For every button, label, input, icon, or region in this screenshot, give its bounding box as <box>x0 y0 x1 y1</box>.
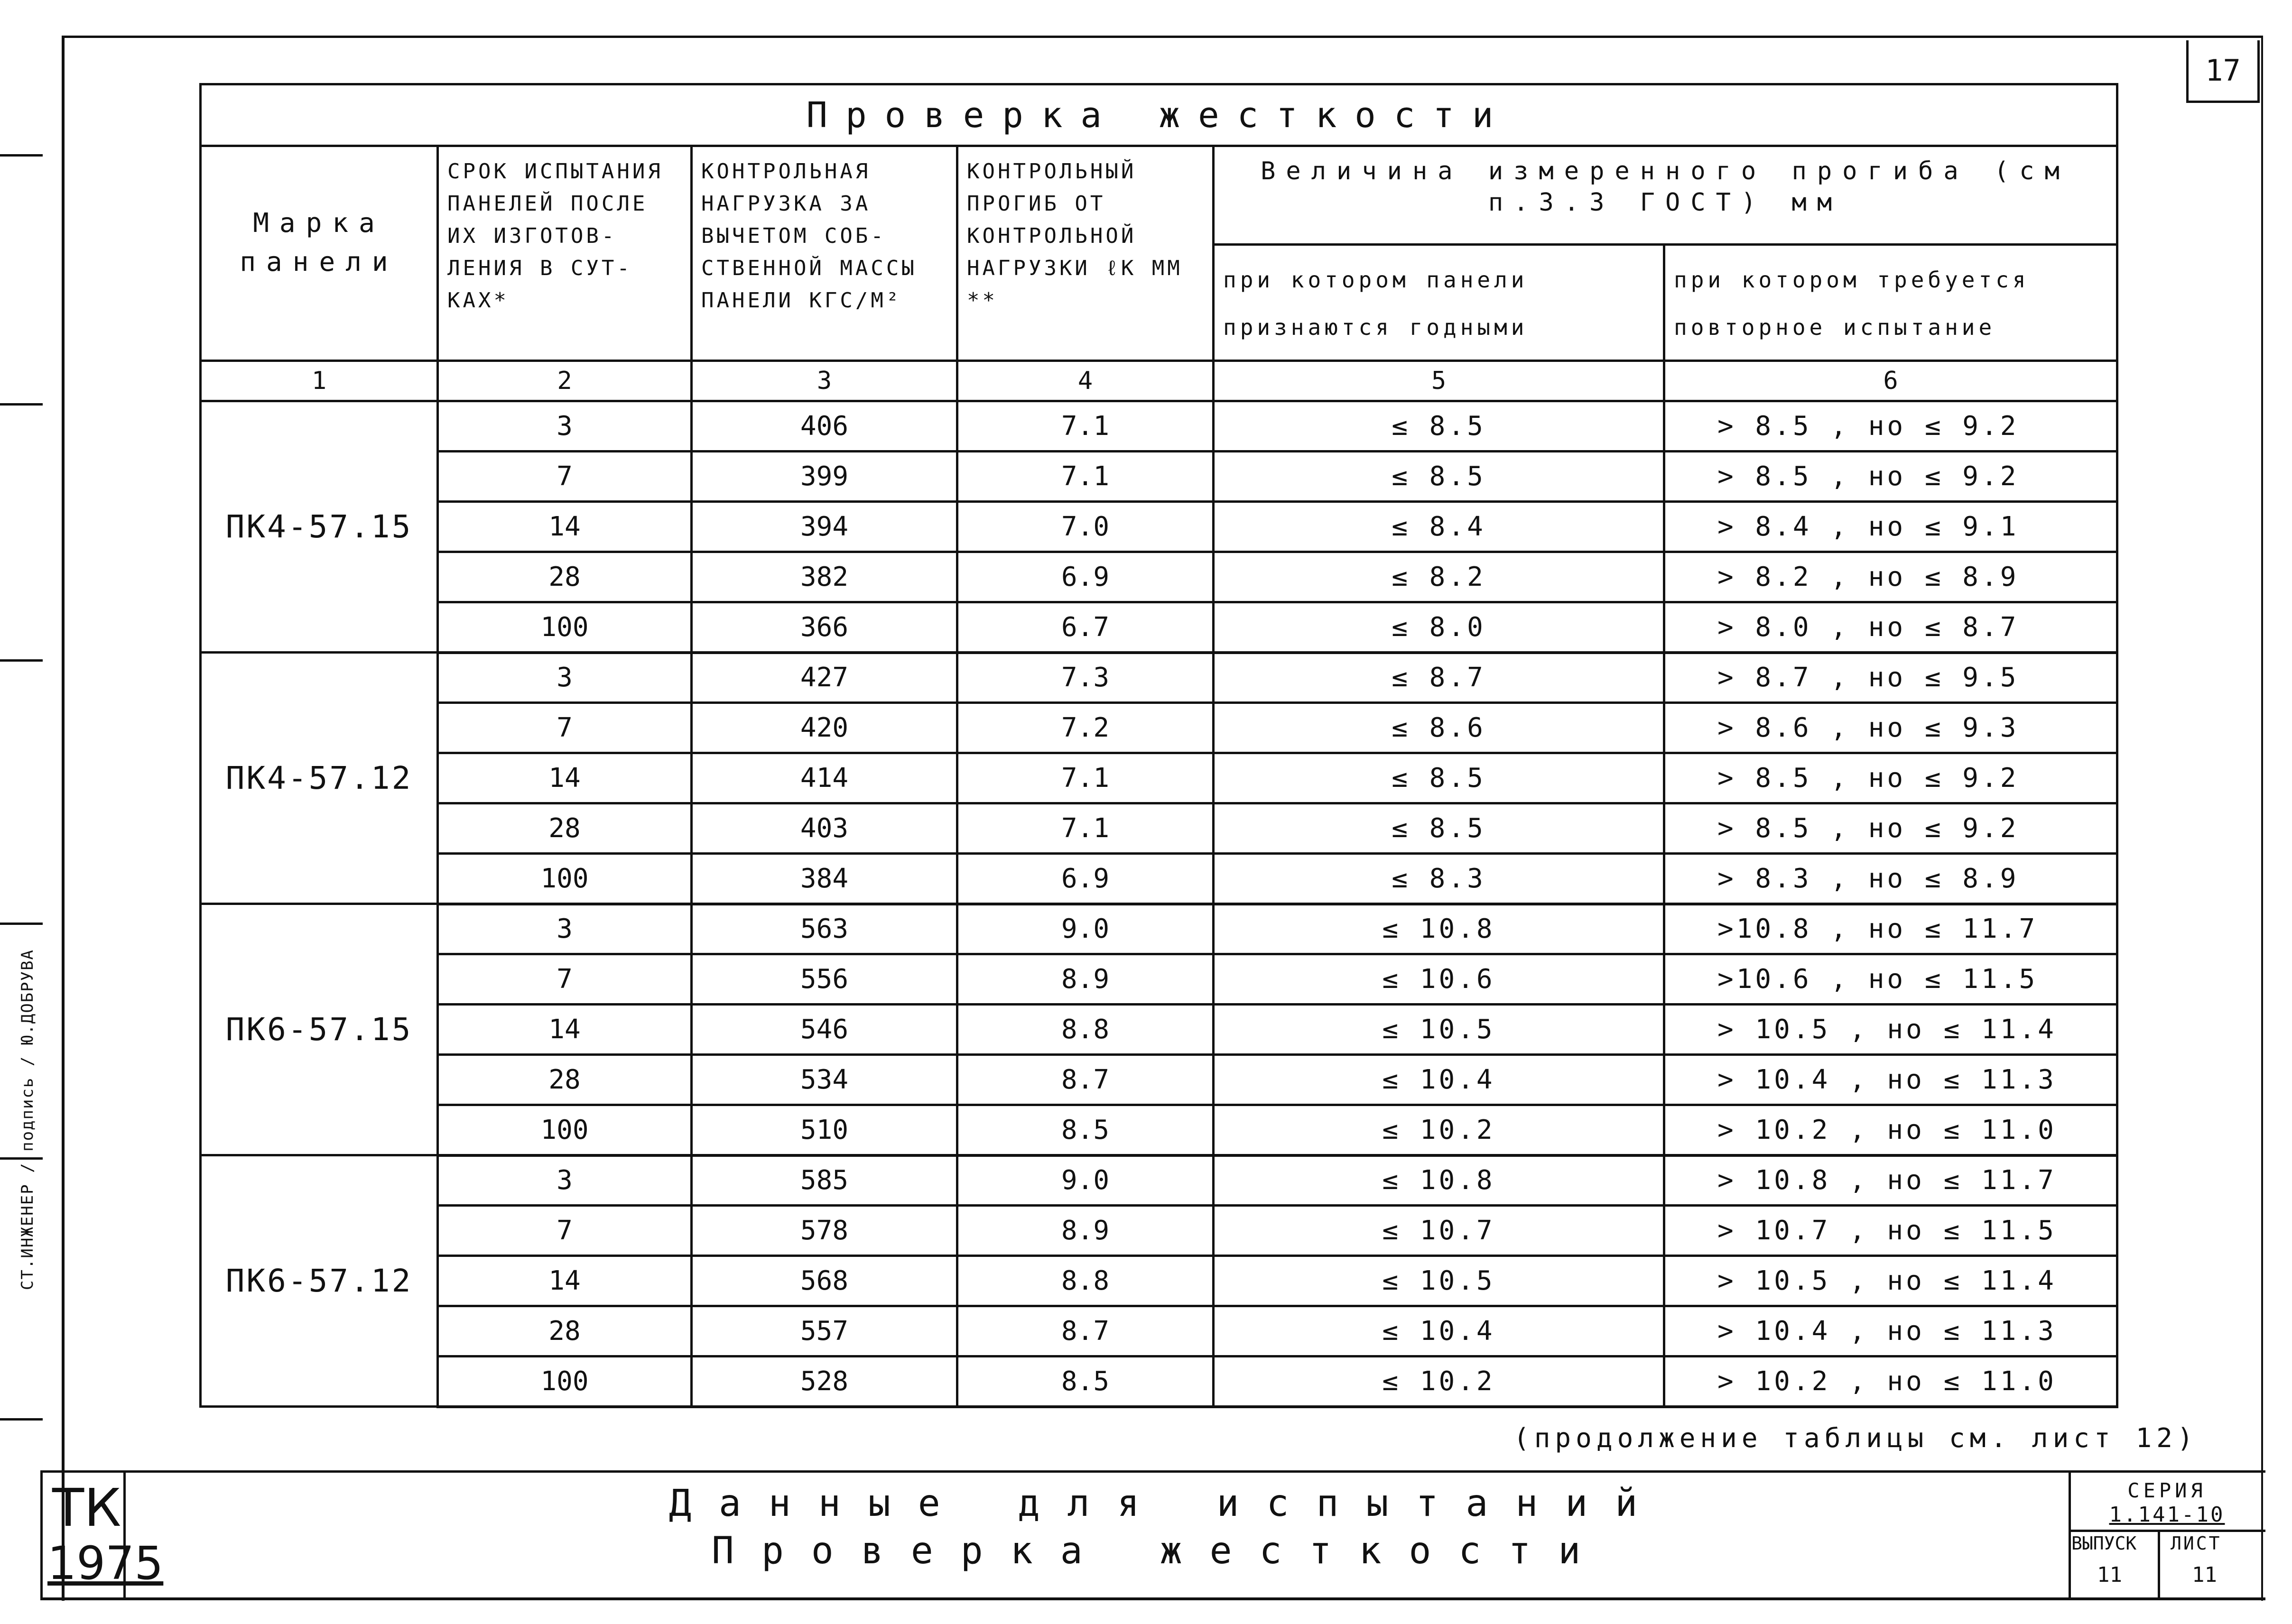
table-row <box>201 653 2117 703</box>
test-days-cell: 7 <box>438 703 692 753</box>
stiffness-check-table <box>199 83 2118 1408</box>
table-row <box>201 753 2117 803</box>
series-divider <box>2069 1530 2265 1532</box>
accepted-deflection-cell: ≤ 8.5 <box>1214 401 1664 452</box>
test-days-cell: 28 <box>438 803 692 854</box>
control-deflection-cell: 6.7 <box>957 602 1214 653</box>
test-days-cell: 3 <box>438 401 692 452</box>
accepted-deflection-cell: ≤ 8.5 <box>1214 452 1664 502</box>
header-panel-mark: Марка панели <box>201 146 438 361</box>
table-row <box>201 703 2117 753</box>
test-days-cell: 3 <box>438 653 692 703</box>
control-load-cell: 406 <box>692 401 957 452</box>
control-deflection-cell: 9.0 <box>957 1155 1214 1206</box>
control-load-cell: 546 <box>692 1005 957 1055</box>
document-subtitle: Проверка жесткости <box>712 1530 1608 1572</box>
retest-deflection-cell: > 10.7 , но ≤ 11.5 <box>1664 1206 2117 1256</box>
accepted-deflection-cell: ≤ 10.5 <box>1214 1256 1664 1306</box>
test-days-cell: 14 <box>438 502 692 552</box>
continuation-note: (продолжение таблицы см. лист 12) <box>1513 1423 2198 1454</box>
control-load-cell: 568 <box>692 1256 957 1306</box>
control-deflection-cell: 8.8 <box>957 1256 1214 1306</box>
test-days-cell: 100 <box>438 1356 692 1407</box>
retest-deflection-cell: > 10.8 , но ≤ 11.7 <box>1664 1155 2117 1206</box>
accepted-deflection-cell: ≤ 10.6 <box>1214 954 1664 1005</box>
sheet-value: 11 <box>2192 1563 2217 1587</box>
series-divider <box>2158 1530 2160 1600</box>
control-deflection-cell: 6.9 <box>957 854 1214 904</box>
panel-mark: ПК4-57.15 <box>201 401 438 653</box>
header-test-period: СРОК ИСПЫТАНИЯ ПАНЕЛЕЙ ПОСЛЕ ИХ ИЗГОТОВ-ЛЕНИЯ В СУТ-КАХ* <box>438 146 692 361</box>
table-row <box>201 1055 2117 1105</box>
side-stamp-text: СТ.ИНЖЕНЕР / подпись / Ю.ДОБРУВА <box>18 949 37 1290</box>
header-accepted: при котором панели признаются годными <box>1214 245 1664 361</box>
table-row <box>201 1005 2117 1055</box>
control-deflection-cell: 8.7 <box>957 1306 1214 1356</box>
retest-deflection-cell: > 8.3 , но ≤ 8.9 <box>1664 854 2117 904</box>
test-days-cell: 3 <box>438 1155 692 1206</box>
sheet-number: 17 <box>2186 40 2260 103</box>
control-deflection-cell: 8.8 <box>957 1005 1214 1055</box>
column-number: 2 <box>438 361 692 401</box>
control-deflection-cell: 7.3 <box>957 653 1214 703</box>
test-days-cell: 14 <box>438 1005 692 1055</box>
header-control-load: КОНТРОЛЬНАЯ НАГРУЗКА ЗА ВЫЧЕТОМ СОБ-СТВЕННОЙ МАССЫ ПАНЕЛИ КГС/М² <box>692 146 957 361</box>
retest-deflection-cell: > 10.5 , но ≤ 11.4 <box>1664 1005 2117 1055</box>
accepted-deflection-cell: ≤ 10.4 <box>1214 1055 1664 1105</box>
control-deflection-cell: 7.1 <box>957 452 1214 502</box>
accepted-deflection-cell: ≤ 10.2 <box>1214 1356 1664 1407</box>
accepted-deflection-cell: ≤ 10.7 <box>1214 1206 1664 1256</box>
table-row <box>201 803 2117 854</box>
series-label: СЕРИЯ <box>2127 1479 2207 1502</box>
issue-value: 11 <box>2097 1563 2122 1587</box>
table-row <box>201 602 2117 653</box>
year: 1975 <box>47 1537 164 1590</box>
column-number: 6 <box>1664 361 2117 401</box>
control-deflection-cell: 7.2 <box>957 703 1214 753</box>
retest-deflection-cell: > 8.5 , но ≤ 9.2 <box>1664 753 2117 803</box>
table-row <box>201 1155 2117 1206</box>
control-load-cell: 414 <box>692 753 957 803</box>
control-deflection-cell: 7.0 <box>957 502 1214 552</box>
accepted-deflection-cell: ≤ 8.5 <box>1214 753 1664 803</box>
side-approval-stamp <box>13 892 42 1290</box>
control-deflection-cell: 8.7 <box>957 1055 1214 1105</box>
control-load-cell: 420 <box>692 703 957 753</box>
table-row <box>201 552 2117 602</box>
test-days-cell: 14 <box>438 1256 692 1306</box>
table-row <box>201 954 2117 1005</box>
control-deflection-cell: 9.0 <box>957 904 1214 954</box>
test-days-cell: 100 <box>438 854 692 904</box>
test-days-cell: 7 <box>438 452 692 502</box>
margin-tick <box>0 1418 43 1421</box>
table-row <box>201 1356 2117 1407</box>
accepted-deflection-cell: ≤ 10.8 <box>1214 904 1664 954</box>
panel-mark: ПК4-57.12 <box>201 653 438 904</box>
accepted-deflection-cell: ≤ 8.2 <box>1214 552 1664 602</box>
control-deflection-cell: 7.1 <box>957 803 1214 854</box>
column-numbers-row <box>201 361 2117 401</box>
table-row <box>201 1306 2117 1356</box>
test-days-cell: 3 <box>438 904 692 954</box>
retest-deflection-cell: >10.8 , но ≤ 11.7 <box>1664 904 2117 954</box>
accepted-deflection-cell: ≤ 8.0 <box>1214 602 1664 653</box>
control-load-cell: 510 <box>692 1105 957 1155</box>
margin-tick <box>0 659 43 662</box>
accepted-deflection-cell: ≤ 10.2 <box>1214 1105 1664 1155</box>
test-days-cell: 100 <box>438 602 692 653</box>
test-days-cell: 28 <box>438 1306 692 1356</box>
panel-mark: ПК6-57.12 <box>201 1155 438 1407</box>
accepted-deflection-cell: ≤ 10.8 <box>1214 1155 1664 1206</box>
control-deflection-cell: 7.1 <box>957 753 1214 803</box>
control-load-cell: 528 <box>692 1356 957 1407</box>
test-days-cell: 100 <box>438 1105 692 1155</box>
column-number: 3 <box>692 361 957 401</box>
table-row <box>201 854 2117 904</box>
control-deflection-cell: 6.9 <box>957 552 1214 602</box>
column-number: 4 <box>957 361 1214 401</box>
control-deflection-cell: 8.9 <box>957 1206 1214 1256</box>
table-row <box>201 904 2117 954</box>
control-load-cell: 427 <box>692 653 957 703</box>
control-load-cell: 557 <box>692 1306 957 1356</box>
series-value: 1.141-10 <box>2109 1503 2225 1527</box>
accepted-deflection-cell: ≤ 10.5 <box>1214 1005 1664 1055</box>
control-load-cell: 556 <box>692 954 957 1005</box>
retest-deflection-cell: >10.6 , но ≤ 11.5 <box>1664 954 2117 1005</box>
accepted-deflection-cell: ≤ 10.4 <box>1214 1306 1664 1356</box>
table-row <box>201 1256 2117 1306</box>
table-row <box>201 401 2117 452</box>
retest-deflection-cell: > 8.4 , но ≤ 9.1 <box>1664 502 2117 552</box>
retest-deflection-cell: > 8.6 , но ≤ 9.3 <box>1664 703 2117 753</box>
control-deflection-cell: 8.5 <box>957 1105 1214 1155</box>
retest-deflection-cell: > 10.2 , но ≤ 11.0 <box>1664 1105 2117 1155</box>
control-load-cell: 366 <box>692 602 957 653</box>
issue-label: ВЫПУСК <box>2071 1533 2137 1554</box>
header-retest: при котором требуется повторное испытание <box>1664 245 2117 361</box>
control-deflection-cell: 7.1 <box>957 401 1214 452</box>
test-days-cell: 7 <box>438 1206 692 1256</box>
control-load-cell: 585 <box>692 1155 957 1206</box>
retest-deflection-cell: > 8.5 , но ≤ 9.2 <box>1664 452 2117 502</box>
table-row <box>201 1206 2117 1256</box>
test-days-cell: 28 <box>438 1055 692 1105</box>
control-load-cell: 384 <box>692 854 957 904</box>
control-load-cell: 382 <box>692 552 957 602</box>
control-load-cell: 394 <box>692 502 957 552</box>
accepted-deflection-cell: ≤ 8.4 <box>1214 502 1664 552</box>
retest-deflection-cell: > 10.2 , но ≤ 11.0 <box>1664 1356 2117 1407</box>
control-load-cell: 563 <box>692 904 957 954</box>
margin-tick <box>0 154 43 157</box>
column-number: 5 <box>1214 361 1664 401</box>
header-control-deflection: КОНТРОЛЬНЫЙ ПРОГИБ ОТ КОНТРОЛЬНОЙ НАГРУЗКИ ℓК ММ ** <box>957 146 1214 361</box>
sheet-label: ЛИСТ <box>2171 1533 2222 1554</box>
accepted-deflection-cell: ≤ 8.6 <box>1214 703 1664 753</box>
table-row <box>201 502 2117 552</box>
retest-deflection-cell: > 8.5 , но ≤ 9.2 <box>1664 401 2117 452</box>
retest-deflection-cell: > 8.7 , но ≤ 9.5 <box>1664 653 2117 703</box>
control-deflection-cell: 8.9 <box>957 954 1214 1005</box>
retest-deflection-cell: > 8.5 , но ≤ 9.2 <box>1664 803 2117 854</box>
test-days-cell: 7 <box>438 954 692 1005</box>
panel-mark: ПК6-57.15 <box>201 904 438 1155</box>
retest-deflection-cell: > 10.4 , но ≤ 11.3 <box>1664 1306 2117 1356</box>
retest-deflection-cell: > 8.0 , но ≤ 8.7 <box>1664 602 2117 653</box>
accepted-deflection-cell: ≤ 8.5 <box>1214 803 1664 854</box>
accepted-deflection-cell: ≤ 8.7 <box>1214 653 1664 703</box>
control-load-cell: 578 <box>692 1206 957 1256</box>
document-title: Данные для испытаний <box>669 1482 1665 1525</box>
control-load-cell: 399 <box>692 452 957 502</box>
margin-tick <box>0 403 43 406</box>
retest-deflection-cell: > 10.5 , но ≤ 11.4 <box>1664 1256 2117 1306</box>
retest-deflection-cell: > 10.4 , но ≤ 11.3 <box>1664 1055 2117 1105</box>
test-days-cell: 14 <box>438 753 692 803</box>
accepted-deflection-cell: ≤ 8.3 <box>1214 854 1664 904</box>
control-deflection-cell: 8.5 <box>957 1356 1214 1407</box>
table-title: Проверка жесткости <box>201 84 2117 146</box>
table-row <box>201 452 2117 502</box>
column-number: 1 <box>201 361 438 401</box>
table-row <box>201 1105 2117 1155</box>
header-measured-deflection: Величина измеренного прогиба (см п.3.3 ГОСТ) мм <box>1214 146 2117 245</box>
control-load-cell: 403 <box>692 803 957 854</box>
retest-deflection-cell: > 8.2 , но ≤ 8.9 <box>1664 552 2117 602</box>
control-load-cell: 534 <box>692 1055 957 1105</box>
test-days-cell: 28 <box>438 552 692 602</box>
organization-code: ТК <box>52 1477 121 1538</box>
